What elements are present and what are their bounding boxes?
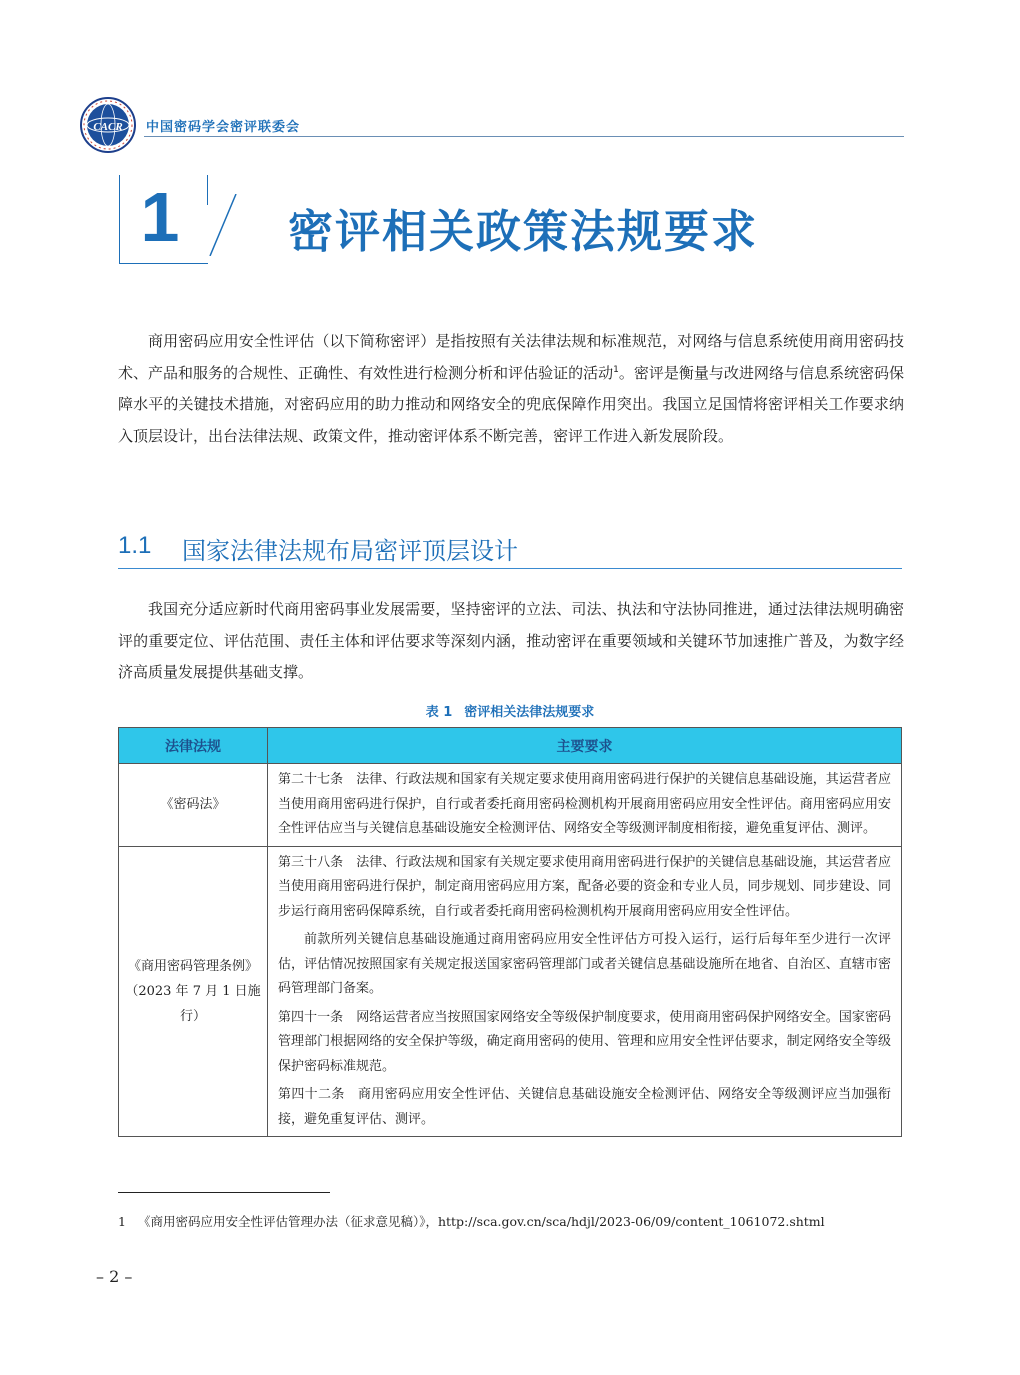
intro-paragraph: [118, 326, 904, 452]
requirements-cell: [268, 764, 902, 847]
law-name-cell: 《密码法》: [119, 764, 268, 847]
requirement-text: 前款所列关键信息基础设施通过商用密码应用安全性评估方可投入运行，运行后每年至少进行一次评估，评估情况按照国家有关规定报送国家密码管理部门或者关键信息基础设施所在地省、自治区、直辖市密码管理部门备案。: [278, 932, 891, 996]
section-heading: [118, 530, 902, 569]
intro-text-part-2: 。密评是衡量与改进网络与信息系统密码保障水平的关键技术措施，对密码应用的助力推动和网络安全的兜底保障作用突出。我国立足国情将密评相关工作要求纳入顶层设计，出台法律法规、政策文件，推动密评体系不断完善，密评工作进入新发展阶段。: [118, 363, 904, 445]
table-header-row: [119, 728, 902, 764]
logo-text: CACR: [93, 121, 123, 133]
chapter-title: 密评相关政策法规要求: [288, 205, 759, 258]
page-header: [78, 92, 904, 154]
laws-table: [118, 727, 902, 1137]
header-divider: [144, 136, 904, 137]
requirement-text: 第二十七条 法律、行政法规和国家有关规定要求使用商用密码进行保护的关键信息基础设施，其运营者应当使用商用密码进行保护，自行或者委托商用密码检测机构开展商用密码应用安全性评估。商用密码应用安全性评估应当与关键信息基础设施安全检测评估、网络安全等级测评制度相衔接，避免重复评估、测评。: [278, 772, 891, 836]
table-header-requirements: 主要要求: [268, 728, 902, 764]
table-caption-label: 表 1: [425, 705, 453, 720]
footnote: [118, 1212, 825, 1230]
page-number: – 2 –: [96, 1267, 133, 1286]
footnote-divider: [118, 1192, 330, 1193]
law-name-cell: 《商用密码管理条例》（2023 年 7 月 1 日施行）: [119, 846, 268, 1137]
chapter-slash-decoration: [208, 194, 238, 256]
table-caption: [118, 701, 902, 720]
footnote-number: 1: [118, 1214, 126, 1229]
section-title: 国家法律法规布局密评顶层设计: [182, 537, 518, 565]
requirement-text: 第四十一条 网络运营者应当按照国家网络安全等级保护制度要求，使用商用密码保护网络安全。国家密码管理部门根据网络的安全保护等级，确定商用密码的使用、管理和应用安全性评估要求，制定网络安全等级保护密码标准规范。: [278, 1009, 891, 1074]
cacr-logo: [78, 96, 138, 154]
chapter-number-box: [119, 175, 208, 264]
section-number: 1.1: [118, 532, 152, 559]
requirement-text: 第三十八条 法律、行政法规和国家有关规定要求使用商用密码进行保护的关键信息基础设施，其运营者应当使用商用密码进行保护，制定商用密码应用方案，配备必要的资金和专业人员，同步规划、同步建设、同步运行商用密码保障系统，自行或者委托商用密码检测机构开展商用密码应用安全性评估。: [278, 854, 891, 919]
table-row: [119, 764, 902, 847]
table-row: [119, 846, 902, 1137]
footnote-text: 《商用密码应用安全性评估管理办法（征求意见稿）》，http://sca.gov.cn/sca/hdjl/2023-06/09/content_1061072.shtml: [137, 1214, 825, 1229]
table-caption-title: 密评相关法律法规要求: [464, 705, 595, 720]
requirements-cell: [268, 846, 902, 1137]
intro-text-part-1: 商用密码应用安全性评估（以下简称密评）是指按照有关法律法规和标准规范，对网络与信息系统使用商用密码技术、产品和服务的合规性、正确性、有效性进行检测分析和评估验证的活动: [118, 332, 904, 382]
requirement-text: 第四十二条 商用密码应用安全性评估、关键信息基础设施安全检测评估、网络安全等级测评应当加强衔接，避免重复评估、测评。: [278, 1087, 891, 1127]
table-header-law: 法律法规: [119, 728, 268, 764]
chapter-number: 1: [140, 178, 180, 256]
footnote-ref[interactable]: 1: [613, 364, 619, 375]
org-name: 中国密码学会密评联委会: [146, 120, 301, 135]
section-paragraph: 我国充分适应新时代商用密码事业发展需要，坚持密评的立法、司法、执法和守法协同推进，通过法律法规明确密评的重要定位、评估范围、责任主体和评估要求等深刻内涵，推动密评在重要领域和关键环节加速推广普及，为数字经济高质量发展提供基础支撑。: [118, 600, 904, 681]
